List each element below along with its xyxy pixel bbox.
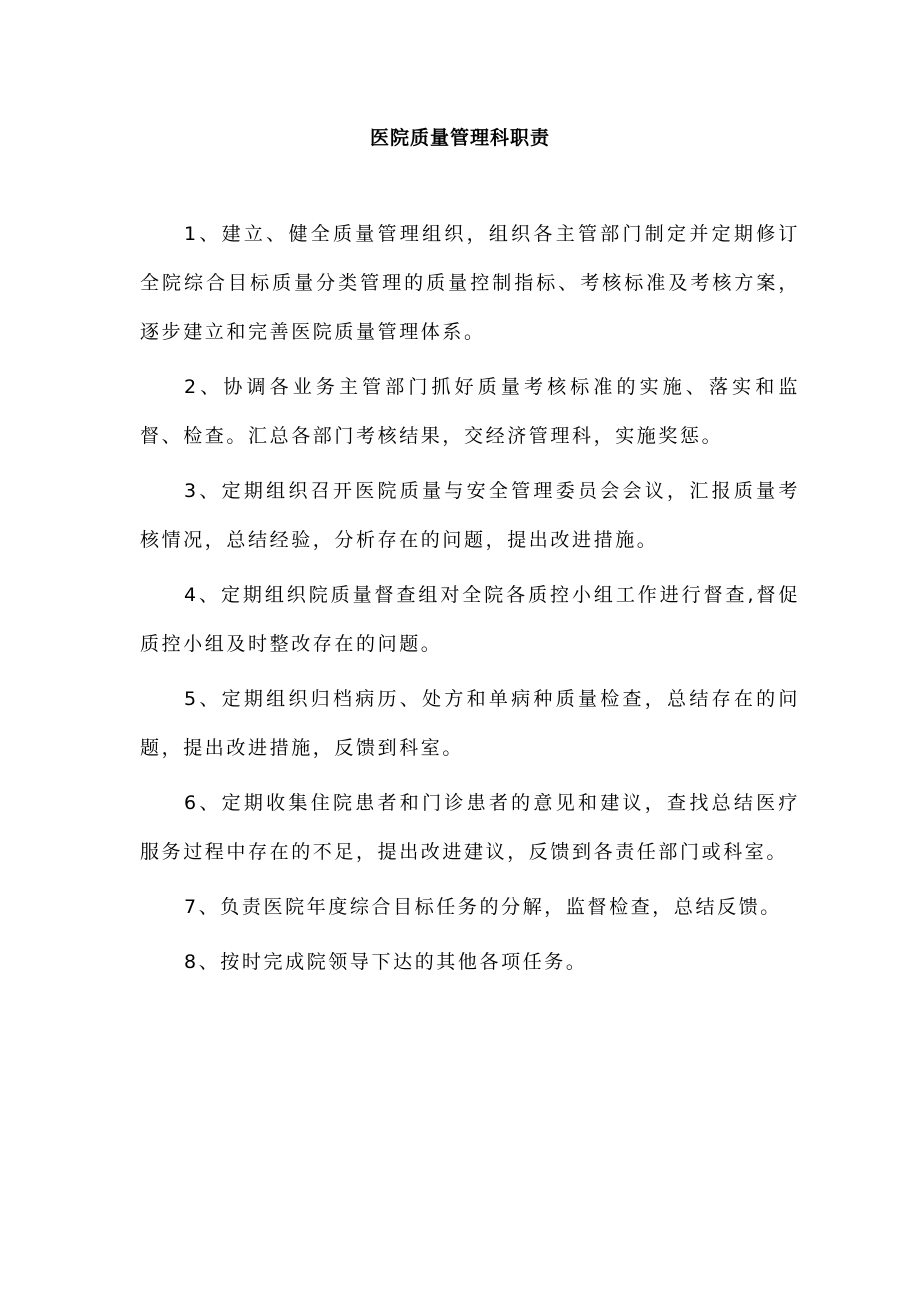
paragraph-7: 7、负责医院年度综合目标任务的分解，监督检查，总结反馈。	[184, 896, 782, 918]
paragraph-1: 1、建立、健全质量管理组织，组织各主管部门制定并定期修订全院综合目标质量分类管理的质量控制指标、考核标准及考核方案，逐步建立和完善医院质量管理体系。	[140, 223, 800, 343]
paragraph-3: 3、定期组织召开医院质量与安全管理委员会会议，汇报质量考核情况，总结经验，分析存在的问题，提出改进措施。	[140, 480, 800, 551]
document-body	[140, 210, 800, 993]
paragraph-5: 5、定期组织归档病历、处方和单病种质量检查，总结存在的问题，提出改进措施，反馈到科室。	[140, 688, 800, 759]
paragraph-2: 2、协调各业务主管部门抓好质量考核标准的实施、落实和监督、检查。汇总各部门考核结果，交经济管理科，实施奖惩。	[140, 376, 800, 447]
paragraph-4: 4、定期组织院质量督查组对全院各质控小组工作进行督查,督促质控小组及时整改存在的问题。	[140, 584, 800, 655]
document-title: 医院质量管理科职责	[369, 127, 550, 149]
paragraph-8: 8、按时完成院领导下达的其他各项任务。	[184, 951, 588, 973]
paragraph-6: 6、定期收集住院患者和门诊患者的意见和建议，查找总结医疗服务过程中存在的不足，提出改进建议，反馈到各责任部门或科室。	[140, 792, 800, 863]
